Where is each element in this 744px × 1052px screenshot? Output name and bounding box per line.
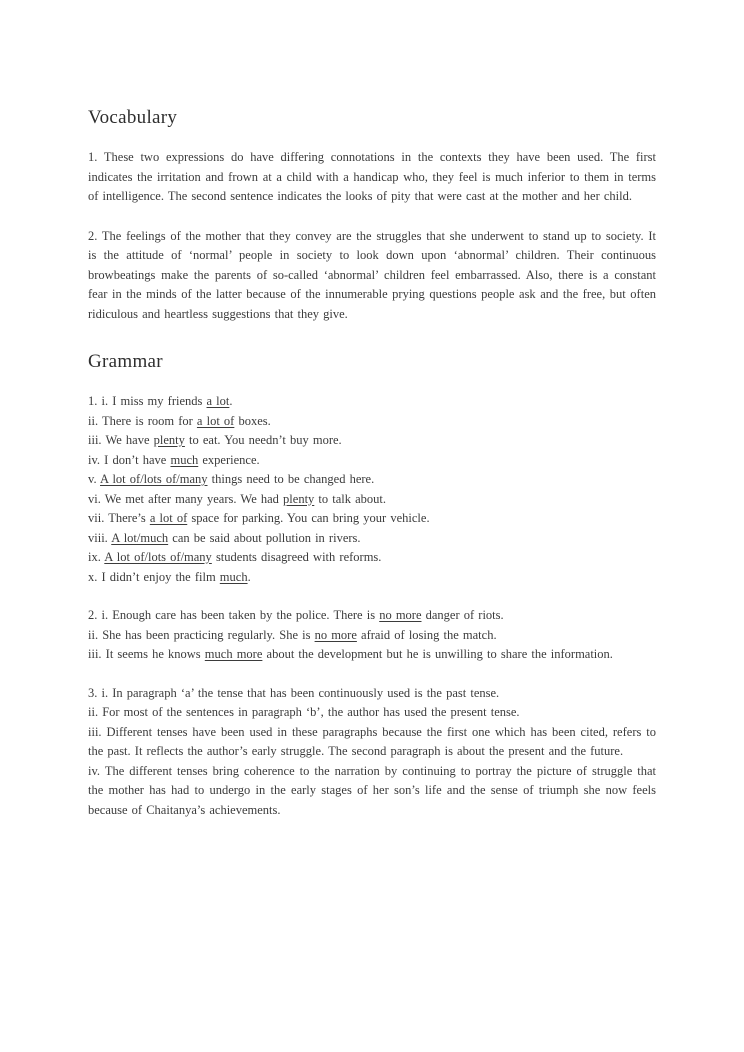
underlined-phrase: no more <box>314 627 357 642</box>
answer-line: 1. i. I miss my friends a lot. <box>88 394 233 408</box>
answer-paragraph: 1. These two expressions do have differing connotations in the contexts they have been used. The first indicates the irritation and frown at a child with a handicap who, they feel is much inferior to them in terms of intelligence. The second sentence indicates the looks of pity that were cast at the mother and her child. <box>88 150 656 203</box>
answer-line: viii. A lot/much can be said about pollution in rivers. <box>88 530 361 545</box>
answer-line: 2. i. Enough care has been taken by the police. There is no more danger of riots. <box>88 608 504 622</box>
answer-line: iii. It seems he knows much more about the development but he is unwilling to share the information. <box>88 647 613 661</box>
underlined-phrase: A lot of/lots of/many <box>104 550 212 564</box>
underlined-phrase: a lot of <box>149 511 188 525</box>
answer-line: vi. We met after many years. We had plenty to talk about. <box>88 491 387 506</box>
answer-line: ii. For most of the sentences in paragraph ‘b’, the author has used the present tense. <box>88 705 520 719</box>
answer-paragraph: 2. The feelings of the mother that they convey are the struggles that she underwent to stand up to society. It is the attitude of ‘normal’ people in society to look down upon ‘abnormal’ children. Their continuous browbeatings make the parents of so-called ‘abnormal’ children feel embarrassed. Also, there is a constant fear in the minds of the latter because of the innumerable prying questions people ask and the free, but often ridiculous and heartless suggestions that they give. <box>88 228 656 321</box>
answer-group <box>88 684 656 821</box>
underlined-phrase: plenty <box>283 491 315 506</box>
underlined-phrase: plenty <box>153 433 185 447</box>
answer-group <box>88 392 656 587</box>
answer-line: vii. There’s a lot of space for parking. You can bring your vehicle. <box>88 511 430 525</box>
underlined-phrase: much <box>170 452 199 467</box>
answer-line: iii. We have plenty to eat. You needn’t buy more. <box>88 433 342 447</box>
vocabulary-answers <box>88 148 656 324</box>
underlined-phrase: much <box>219 569 248 584</box>
answer-line: iii. Different tenses have been used in these paragraphs because the first one which has been cited, refers to the past. It reflects the author’s early struggle. The second paragraph is about the present and the future. <box>88 724 656 758</box>
underlined-phrase: A lot/much <box>111 530 169 545</box>
grammar-heading: Grammar <box>88 351 163 372</box>
vocabulary-section <box>88 106 656 324</box>
grammar-answers <box>88 392 656 820</box>
underlined-phrase: a lot <box>206 394 230 408</box>
underlined-phrase: A lot of/lots of/many <box>100 472 208 486</box>
underlined-phrase: no more <box>379 608 422 622</box>
answer-line: ix. A lot of/lots of/many students disagreed with reforms. <box>88 550 382 564</box>
answer-line: x. I didn’t enjoy the film much. <box>88 569 251 584</box>
underlined-phrase: much more <box>204 647 263 661</box>
answer-line: ii. There is room for a lot of boxes. <box>88 413 271 428</box>
answer-line: iv. The different tenses bring coherence to the narration by continuing to portray the picture of struggle that the mother has had to undergo in the early stages of her son’s life and the sense of triumph she now feels because of Chaitanya’s achievements. <box>88 763 656 817</box>
underlined-phrase: a lot of <box>196 413 235 428</box>
answer-line: 3. i. In paragraph ‘a’ the tense that has been continuously used is the past tense. <box>88 685 500 700</box>
answer-line: iv. I don’t have much experience. <box>88 452 260 467</box>
answer-group <box>88 606 656 665</box>
grammar-section <box>88 350 656 820</box>
answer-line: ii. She has been practicing regularly. She is no more afraid of losing the match. <box>88 627 497 642</box>
answer-line: v. A lot of/lots of/many things need to be changed here. <box>88 472 375 486</box>
vocabulary-heading: Vocabulary <box>88 107 178 128</box>
